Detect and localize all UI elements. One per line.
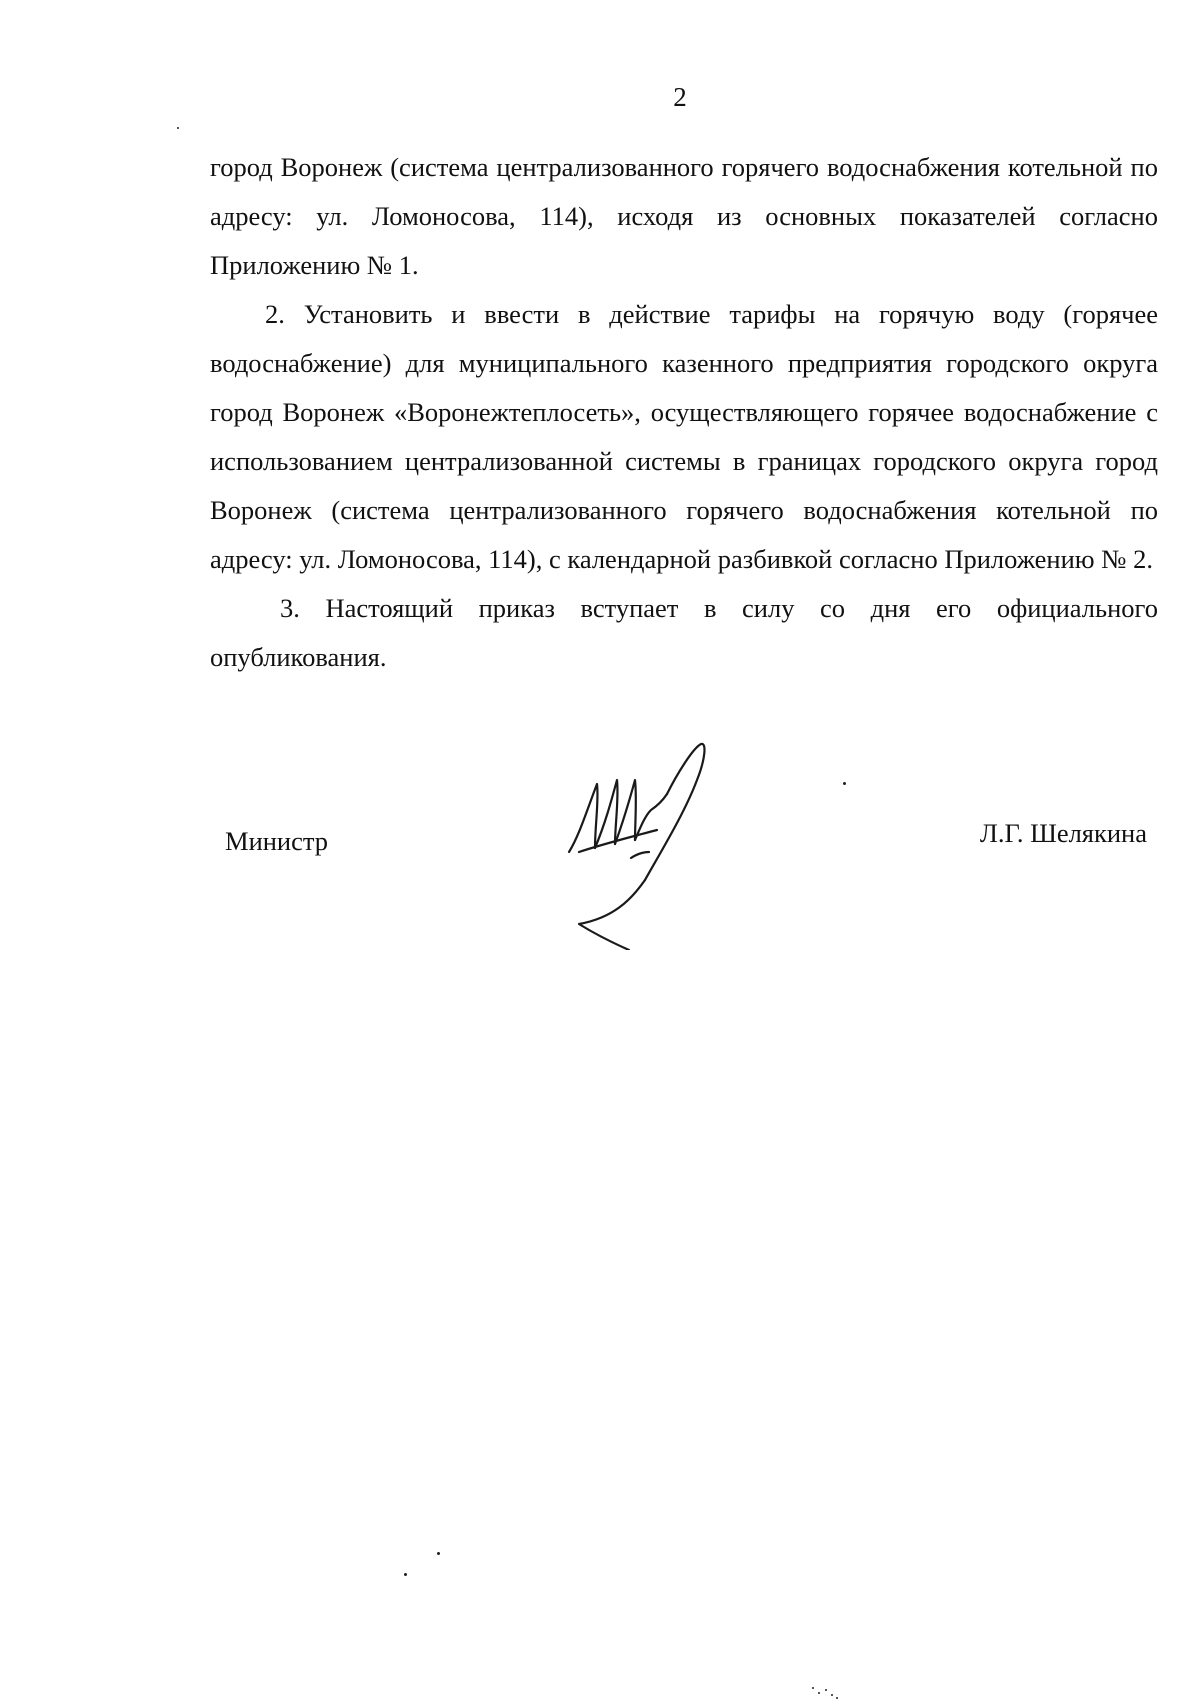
- scan-speck: [825, 1689, 827, 1691]
- paragraph-item-2: 2. Установить и ввести в действие тарифы на горячую воду (горячее водоснабжение) для муниципального казенного предприятия городского округа город Воронеж «Воронежтеплосеть», осуществляющего горячее водоснабжение с использованием централизованной системы в границах городского округа город Воронеж (система централизованного горячего водоснабжения котельной по адресу: ул. Ломоносова, 114), с календарной разбивкой согласно Приложению № 2.: [210, 299, 1158, 574]
- scan-speck: [818, 1692, 820, 1694]
- scan-speck: [836, 1697, 838, 1699]
- scan-speck: [812, 1687, 814, 1689]
- scan-speck: [404, 1573, 407, 1576]
- page-number: 2: [673, 82, 687, 112]
- paragraph-continuation: город Воронеж (система централизованного горячего водоснабжения котельной по адресу: ул. Ломоносова, 114), исходя из основных показателей согласно Приложению № 1.: [210, 152, 1158, 280]
- scan-speck: [177, 127, 179, 129]
- signatory-name: Л.Г. Шелякина: [979, 818, 1147, 848]
- document-body: [210, 143, 1158, 682]
- scan-speck: [437, 1552, 440, 1555]
- signatory-title: Министр: [225, 826, 329, 856]
- scan-speck: [831, 1694, 833, 1696]
- handwritten-signature: [565, 740, 725, 950]
- paragraph-item-3: 3. Настоящий приказ вступает в силу со дня его официального опубликования.: [210, 593, 1158, 672]
- scan-speck: [843, 782, 846, 785]
